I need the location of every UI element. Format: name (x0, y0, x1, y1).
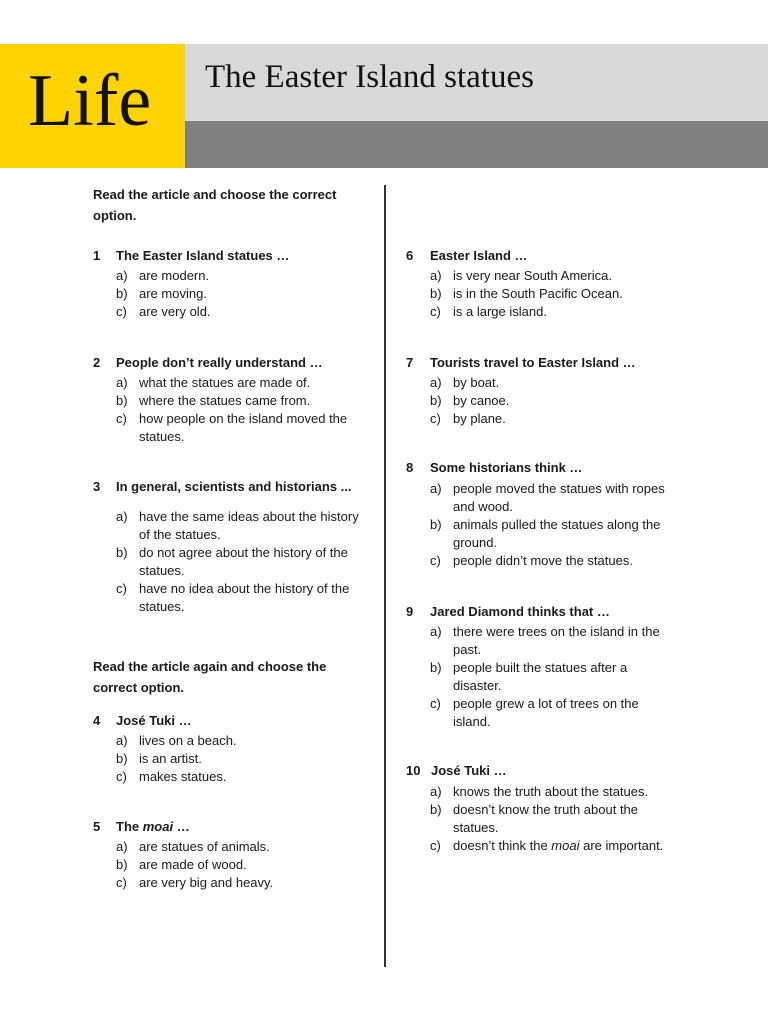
option-letter: a) (116, 733, 128, 748)
question-head (406, 603, 696, 621)
option-c (430, 552, 665, 570)
option-text: is very near South America. (453, 268, 612, 283)
question-text: In general, scientists and historians ... (116, 479, 352, 494)
option-text: people moved the statues with ropes and wood. (453, 481, 665, 514)
option-a (430, 374, 696, 392)
option-letter: b) (430, 393, 442, 408)
option-text: there were trees on the island in the past. (453, 624, 660, 657)
option-a (116, 374, 363, 392)
question-head (406, 459, 696, 477)
column-divider (384, 185, 386, 967)
question-text: Easter Island … (430, 248, 528, 263)
option-list (93, 267, 363, 321)
option-letter: c) (116, 411, 127, 426)
question-text: Tourists travel to Easter Island … (430, 355, 636, 370)
question-text: The Easter Island statues … (116, 248, 290, 263)
question-number: 10 (406, 763, 421, 778)
option-letter: b) (116, 751, 128, 766)
option-letter: a) (430, 375, 442, 390)
question-head (406, 247, 696, 265)
accent-band (185, 121, 768, 168)
option-letter: a) (430, 784, 442, 799)
option-b (116, 750, 363, 768)
option-c (116, 874, 363, 892)
option-c (116, 303, 363, 321)
question-text: Jared Diamond thinks that … (430, 604, 610, 619)
option-letter: c) (430, 304, 441, 319)
question-head (93, 818, 363, 836)
option-letter: c) (430, 553, 441, 568)
option-list (406, 480, 696, 570)
logo: Life (28, 60, 152, 142)
option-b (430, 516, 665, 552)
option-text: is in the South Pacific Ocean. (453, 286, 623, 301)
option-text-post: are important. (579, 838, 664, 853)
option-c (116, 768, 363, 786)
question-number: 2 (93, 355, 101, 370)
option-text: knows the truth about the statues. (453, 784, 649, 799)
option-c (430, 695, 665, 731)
instruction-second: Read the article again and choose the correct option. (93, 659, 327, 695)
question-3 (93, 478, 363, 616)
question-text: People don’t really understand … (116, 355, 323, 370)
option-text: animals pulled the statues along the ground. (453, 517, 661, 550)
option-text: doesn’t know the truth about the statues. (453, 802, 639, 835)
option-list (406, 623, 696, 731)
option-letter: c) (116, 581, 127, 596)
question-7 (406, 354, 696, 428)
option-text: by boat. (453, 375, 500, 390)
option-list (406, 267, 696, 321)
option-list (93, 732, 363, 786)
question-9 (406, 603, 696, 731)
option-text: is an artist. (139, 751, 202, 766)
option-text: have no idea about the history of the statues. (139, 581, 350, 614)
option-text: where the statues came from. (139, 393, 311, 408)
option-c (116, 580, 363, 616)
option-list (406, 374, 696, 428)
question-number: 6 (406, 248, 414, 263)
option-list (93, 508, 363, 616)
question-text-emphasis: moai (142, 819, 174, 834)
instruction-first: Read the article and choose the correct option. (93, 187, 337, 223)
option-text-pre: doesn’t think the (453, 838, 552, 853)
page-title: The Easter Island statues (205, 59, 534, 95)
question-number: 1 (93, 248, 101, 263)
option-text: people built the statues after a disaster. (453, 660, 628, 693)
option-list (406, 783, 696, 855)
option-a (116, 508, 363, 544)
option-letter: a) (430, 481, 442, 496)
option-text: is a large island. (453, 304, 547, 319)
option-text: have the same ideas about the history of the statues. (139, 509, 359, 542)
question-text: Some historians think … (430, 460, 583, 475)
option-letter: a) (430, 268, 442, 283)
option-c (430, 837, 683, 855)
option-letter: a) (116, 375, 128, 390)
question-6 (406, 247, 696, 321)
option-letter: c) (116, 769, 127, 784)
question-head (93, 712, 363, 730)
question-number: 3 (93, 479, 101, 494)
option-text-emphasis: moai (551, 838, 580, 853)
question-text: José Tuki … (431, 763, 507, 778)
question-head (93, 354, 363, 372)
option-a (430, 783, 683, 801)
option-letter: b) (116, 545, 128, 560)
option-text: by plane. (453, 411, 506, 426)
question-text-post: … (173, 819, 190, 834)
option-letter: c) (116, 875, 127, 890)
option-text: are modern. (139, 268, 210, 283)
option-text: lives on a beach. (139, 733, 237, 748)
option-list (93, 374, 363, 446)
question-head (93, 247, 363, 265)
question-4 (93, 712, 363, 786)
option-text: what the statues are made of. (139, 375, 311, 390)
question-2 (93, 354, 363, 446)
option-letter: b) (116, 393, 128, 408)
option-text: are statues of animals. (139, 839, 270, 854)
option-letter: b) (430, 660, 442, 675)
option-text: are very big and heavy. (139, 875, 274, 890)
option-letter: b) (116, 286, 128, 301)
option-text: makes statues. (139, 769, 227, 784)
option-letter: b) (430, 802, 442, 817)
option-b (116, 392, 363, 410)
option-text: people grew a lot of trees on the island. (453, 696, 639, 729)
option-letter: b) (430, 286, 442, 301)
question-number: 5 (93, 819, 101, 834)
option-b (430, 392, 696, 410)
question-number: 7 (406, 355, 414, 370)
option-letter: c) (430, 838, 441, 853)
question-text: José Tuki … (116, 713, 192, 728)
question-head (406, 762, 696, 780)
option-c (430, 303, 696, 321)
option-a (430, 267, 696, 285)
option-text: are made of wood. (139, 857, 247, 872)
option-b (116, 544, 363, 580)
option-a (430, 480, 665, 516)
question-5 (93, 818, 363, 892)
option-b (116, 856, 363, 874)
option-letter: a) (116, 509, 128, 524)
question-number: 8 (406, 460, 414, 475)
option-letter: c) (430, 411, 441, 426)
option-a (430, 623, 665, 659)
question-head (406, 354, 696, 372)
option-text (453, 837, 683, 855)
question-1 (93, 247, 363, 321)
option-letter: a) (116, 268, 128, 283)
option-c (430, 410, 696, 428)
question-head (93, 478, 363, 496)
question-number: 4 (93, 713, 101, 728)
option-letter: b) (116, 857, 128, 872)
option-a (116, 732, 363, 750)
option-letter: c) (116, 304, 127, 319)
option-b (430, 801, 683, 837)
option-letter: a) (430, 624, 442, 639)
option-text: by canoe. (453, 393, 510, 408)
question-10 (406, 762, 696, 855)
option-text: people didn’t move the statues. (453, 553, 633, 568)
option-letter: a) (116, 839, 128, 854)
option-list (93, 838, 363, 892)
question-number: 9 (406, 604, 414, 619)
question-text (116, 818, 363, 836)
option-text: are moving. (139, 286, 207, 301)
option-text: how people on the island moved the statues. (139, 411, 348, 444)
option-letter: b) (430, 517, 442, 532)
option-b (430, 285, 696, 303)
option-a (116, 838, 363, 856)
option-b (430, 659, 665, 695)
option-text: do not agree about the history of the statues. (139, 545, 348, 578)
option-c (116, 410, 363, 446)
option-b (116, 285, 363, 303)
question-text-pre: The (116, 819, 143, 834)
question-8 (406, 459, 696, 570)
option-a (116, 267, 363, 285)
option-text: are very old. (139, 304, 211, 319)
option-letter: c) (430, 696, 441, 711)
